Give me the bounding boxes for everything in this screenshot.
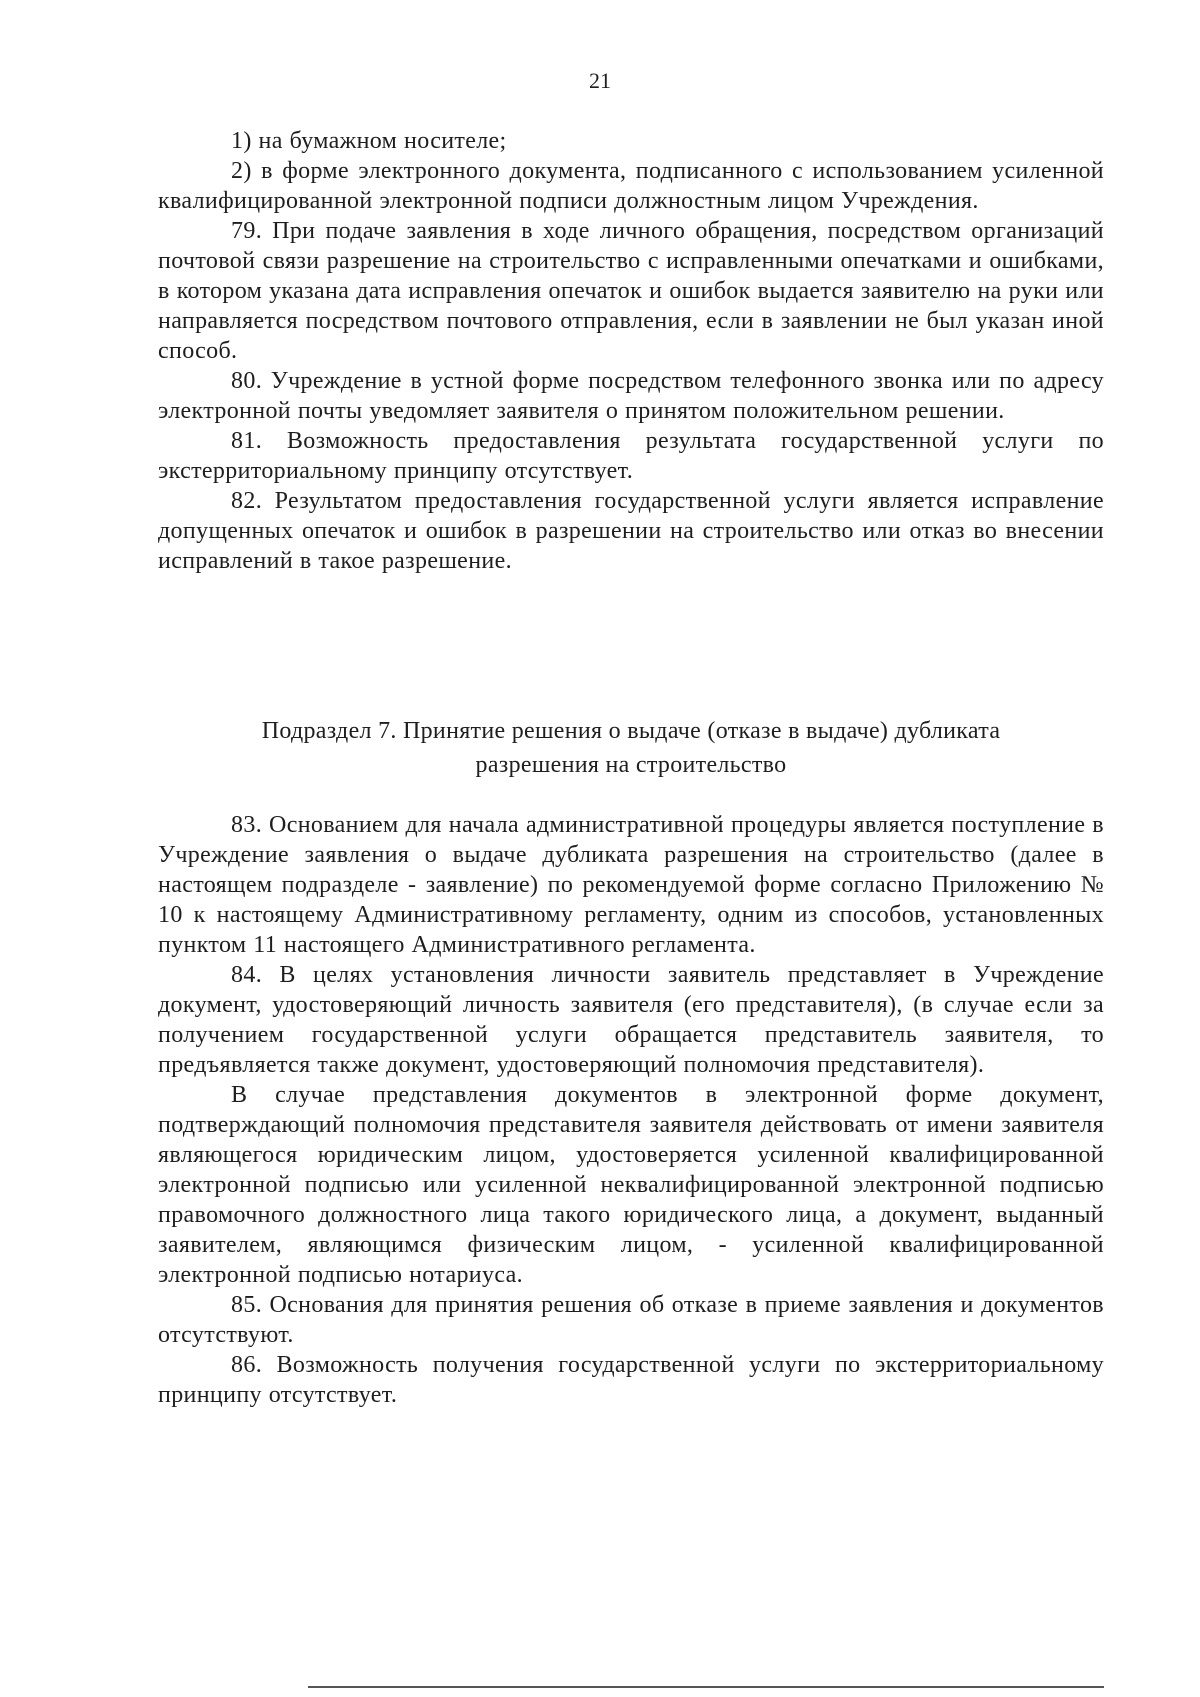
text-block-bottom xyxy=(158,810,1104,1410)
section-heading-line-1: Подраздел 7. Принятие решения о выдаче (отказе в выдаче) дубликата xyxy=(261,718,1001,744)
paragraph-84-continuation: В случае представления документов в электронной форме документ, подтверждающий полномочия представителя заявителя действовать от имени заявителя являющегося юридическим лицом, удостоверяется усиленной квалифицированной электронной подписью или усиленной неквалифицированной электронной подписью правомочного должностного лица такого юридического лица, а документ, выданный заявителем, являющимся физическим лицом, - усиленной квалифицированной электронной подписью нотариуса. xyxy=(158,1082,1104,1288)
text-block-top xyxy=(158,126,1104,576)
paragraph-86: 86. Возможность получения государственной услуги по экстерриториальному принципу отсутствует. xyxy=(158,1352,1104,1408)
paragraph-80: 80. Учреждение в устной форме посредством телефонного звонка или по адресу электронной почты уведомляет заявителя о принятом положительном решении. xyxy=(158,368,1104,424)
section-heading-line-2: разрешения на строительство xyxy=(475,752,787,778)
section-heading xyxy=(158,714,1104,782)
bottom-rule xyxy=(308,1686,1104,1688)
paragraph-85: 85. Основания для принятия решения об отказе в приеме заявления и документов отсутствуют. xyxy=(158,1292,1104,1348)
paragraph-82: 82. Результатом предоставления государственной услуги является исправление допущенных опечаток и ошибок в разрешении на строительство или отказ во внесении исправлений в такое разрешение. xyxy=(158,488,1104,574)
paragraph-item-1: 1) на бумажном носителе; xyxy=(231,128,507,154)
paragraph-84: 84. В целях установления личности заявитель представляет в Учреждение документ, удостоверяющий личность заявителя (его представителя), (в случае если за получением государственной услуги обращается представитель заявителя, то предъявляется также документ, удостоверяющий полномочия представителя). xyxy=(158,962,1104,1078)
paragraph-81: 81. Возможность предоставления результата государственной услуги по экстерриториальному принципу отсутствует. xyxy=(158,428,1104,484)
paragraph-79: 79. При подаче заявления в ходе личного обращения, посредством организаций почтовой связи разрешение на строительство с исправленными опечатками и ошибками, в котором указана дата исправления опечаток и ошибок выдается заявителю на руки или направляется посредством почтового отправления, если в заявлении не был указан иной способ. xyxy=(158,218,1104,364)
paragraph-item-2: 2) в форме электронного документа, подписанного с использованием усиленной квалифицированной электронной подписи должностным лицом Учреждения. xyxy=(158,158,1104,214)
paragraph-83: 83. Основанием для начала административной процедуры является поступление в Учреждение заявления о выдаче дубликата разрешения на строительство (далее в настоящем подразделе - заявление) по рекомендуемой форме согласно Приложению № 10 к настоящему Административному регламенту, одним из способов, установленных пунктом 11 настоящего Административного регламента. xyxy=(158,812,1104,958)
page-number: 21 xyxy=(589,68,611,93)
